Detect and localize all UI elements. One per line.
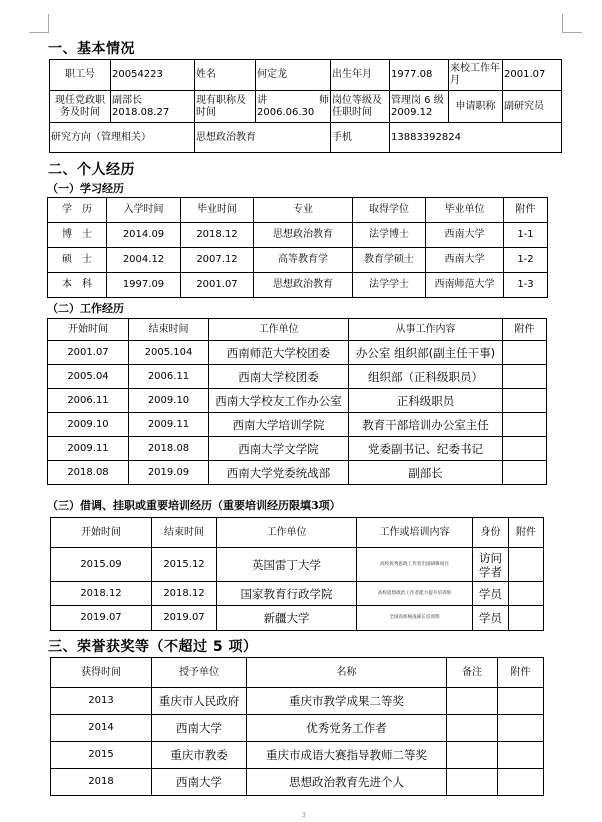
training-content: 全国高校统战部长培训班: [357, 606, 473, 631]
education-header: 毕业单位: [426, 198, 504, 223]
end-date: 2015.12: [152, 548, 217, 582]
rank-date: 2006.06.30: [257, 106, 315, 118]
employer: 西南大学校友工作办公室: [209, 389, 349, 413]
birth-value: 1977.08: [390, 60, 449, 91]
staff-id-value: 20054223: [111, 60, 195, 91]
award-issuer: 重庆市人民政府: [152, 688, 247, 715]
award-remark: [447, 769, 498, 796]
employer: 西南大学校团委: [209, 365, 349, 389]
attachment: [503, 413, 547, 437]
start-date: 2018.12: [51, 582, 152, 606]
current-post-value: [111, 91, 195, 123]
attachment: [509, 582, 544, 606]
training-header: 结束时间: [152, 518, 217, 548]
section-title-honors: 三、荣誉获奖等（不超过 5 项）: [48, 639, 258, 655]
honors-header: 备注: [447, 658, 498, 688]
honors-header: 授予单位: [152, 658, 247, 688]
award-name: 思想政治教育先进个人: [247, 769, 447, 796]
end-date: 2018.08: [129, 437, 209, 461]
work-header: 从事工作内容: [349, 319, 503, 341]
table-row: [48, 461, 547, 485]
basic-info-table: [49, 59, 562, 153]
job-content: 组织部（正科级职员）: [349, 365, 503, 389]
attachment: [509, 548, 544, 582]
end-date: 2019.09: [129, 461, 209, 485]
end-date: 2001.07: [181, 273, 254, 298]
attachment: [498, 769, 544, 796]
major: 思想政治教育: [254, 273, 353, 298]
research-label: 研究方向（管理相关）: [50, 123, 195, 153]
table-row: [51, 582, 544, 606]
award-issuer: 重庆市教委: [152, 742, 247, 769]
grade-value: [390, 91, 449, 123]
phone-value: 13883392824: [390, 123, 562, 153]
phone-label: 手机: [331, 123, 390, 153]
education-header: 学 历: [48, 198, 107, 223]
start-date: 2001.07: [48, 341, 129, 365]
grade-label: 岗位等级及任职时间: [331, 91, 390, 123]
name-label: 姓名: [195, 60, 256, 91]
job-content: 正科级职员: [349, 389, 503, 413]
join-date-label: 来校工作年月: [449, 60, 503, 91]
training-header: 附件: [509, 518, 544, 548]
education-header-row: [48, 198, 548, 223]
end-date: 2009.10: [129, 389, 209, 413]
award-name: 重庆市教学成果二等奖: [247, 688, 447, 715]
award-year: 2013: [51, 688, 152, 715]
school: 西南师范大学: [426, 273, 504, 298]
rank-value: [256, 91, 331, 123]
subsection-title-education: （一）学习经历: [47, 182, 124, 195]
page-number: 3: [302, 812, 306, 819]
work-header-row: [48, 319, 547, 341]
work-header: 开始时间: [48, 319, 129, 341]
grade-date: 2009.12: [391, 106, 433, 118]
honors-header: 名称: [247, 658, 447, 688]
major: 思想政治教育: [254, 223, 353, 248]
degree: 博 士: [48, 223, 107, 248]
identity: 学员: [473, 582, 509, 606]
education-header: 入学时间: [107, 198, 181, 223]
name-value: 何定龙: [256, 60, 331, 91]
end-date: 2009.11: [129, 413, 209, 437]
table-row: [48, 341, 547, 365]
start-date: 2015.09: [51, 548, 152, 582]
employer: 西南师范大学校团委: [209, 341, 349, 365]
attachment: 1-3: [504, 273, 548, 298]
employer: 西南大学文学院: [209, 437, 349, 461]
training-content: 高校优秀思政工作者出国研修项目: [357, 548, 473, 582]
honors-header: 附件: [498, 658, 544, 688]
rank-title-part1: 讲: [257, 94, 267, 106]
table-row: [51, 606, 544, 631]
training-header: 身份: [473, 518, 509, 548]
attachment: [503, 365, 547, 389]
job-content: 教育干部培训办公室主任: [349, 413, 503, 437]
staff-id-label: 职工号: [50, 60, 111, 91]
award-year: 2015: [51, 742, 152, 769]
award-remark: [447, 688, 498, 715]
end-date: 2007.12: [181, 248, 254, 273]
honors-table: [50, 657, 544, 796]
award-year: 2018: [51, 769, 152, 796]
degree: 硕 士: [48, 248, 107, 273]
table-row: [48, 365, 547, 389]
table-row: [48, 389, 547, 413]
start-date: 2006.11: [48, 389, 129, 413]
end-date: 2006.11: [129, 365, 209, 389]
work-header: 工作单位: [209, 319, 349, 341]
work-header: 附件: [503, 319, 547, 341]
rank-title-part2: 师: [319, 94, 329, 106]
start-date: 2005.04: [48, 365, 129, 389]
birth-label: 出生年月: [331, 60, 390, 91]
school: 西南大学: [426, 248, 504, 273]
table-row: [51, 769, 544, 796]
award-name: 优秀党务工作者: [247, 715, 447, 742]
start-date: 2009.11: [48, 437, 129, 461]
work-table: [47, 318, 547, 485]
award-remark: [447, 715, 498, 742]
start-date: 2014.09: [107, 223, 181, 248]
employer: 国家教育行政学院: [217, 582, 357, 606]
attachment: [503, 461, 547, 485]
school: 西南大学: [426, 223, 504, 248]
attachment: [503, 389, 547, 413]
education-header: 专业: [254, 198, 353, 223]
current-post-date: 2018.08.27: [112, 106, 170, 118]
rank-label: 现有职称及时间: [195, 91, 256, 123]
table-row: [48, 248, 548, 273]
attachment: [503, 341, 547, 365]
table-row: [51, 548, 544, 582]
end-date: 2018.12: [181, 223, 254, 248]
work-header: 结束时间: [129, 319, 209, 341]
grade-title: 管理岗 6 级: [391, 94, 444, 106]
attachment: 1-1: [504, 223, 548, 248]
training-header-row: [51, 518, 544, 548]
honors-header-row: [51, 658, 544, 688]
table-row: [51, 688, 544, 715]
employer: 西南大学党委统战部: [209, 461, 349, 485]
join-date-value: 2001.07: [503, 60, 562, 91]
award-issuer: 西南大学: [152, 715, 247, 742]
apply-title-value: 副研究员: [503, 91, 562, 123]
education-table: [47, 197, 548, 298]
education-header: 附件: [504, 198, 548, 223]
crop-mark-top-left: [29, 14, 49, 33]
attachment: [498, 742, 544, 769]
education-header: 取得学位: [353, 198, 426, 223]
subsection-title-training: （三）借调、挂职或重要培训经历（重要培训经历限填3项）: [47, 499, 341, 512]
award-issuer: 西南大学: [152, 769, 247, 796]
degree-obtained: 教育学硕士: [353, 248, 426, 273]
start-date: 2009.10: [48, 413, 129, 437]
start-date: 1997.09: [107, 273, 181, 298]
table-row: [48, 223, 548, 248]
employer: 西南大学培训学院: [209, 413, 349, 437]
table-row: [51, 742, 544, 769]
table-row: [51, 715, 544, 742]
training-content: 高校思想政治工作者能力提升培训班: [357, 582, 473, 606]
degree-obtained: 法学博士: [353, 223, 426, 248]
table-row: [48, 413, 547, 437]
attachment: [509, 606, 544, 631]
attachment: [498, 715, 544, 742]
attachment: [498, 688, 544, 715]
degree: 本 科: [48, 273, 107, 298]
apply-title-label: 申请职称: [449, 91, 503, 123]
major: 高等教育学: [254, 248, 353, 273]
attachment: [503, 437, 547, 461]
job-content: 副部长: [349, 461, 503, 485]
award-remark: [447, 742, 498, 769]
subsection-title-work: （二）工作经历: [47, 302, 124, 315]
end-date: 2005.104: [129, 341, 209, 365]
honors-header: 获得时间: [51, 658, 152, 688]
end-date: 2018.12: [152, 582, 217, 606]
award-year: 2014: [51, 715, 152, 742]
section-title-basic-info: 一、基本情况: [48, 41, 135, 57]
training-header: 工作或培训内容: [357, 518, 473, 548]
identity: 访问学者: [473, 548, 509, 582]
job-content: 办公室 组织部(副主任干事): [349, 341, 503, 365]
table-row: [48, 273, 548, 298]
degree-obtained: 法学学士: [353, 273, 426, 298]
award-name: 重庆市成语大赛指导教师二等奖: [247, 742, 447, 769]
education-header: 毕业时间: [181, 198, 254, 223]
start-date: 2018.08: [48, 461, 129, 485]
end-date: 2019.07: [152, 606, 217, 631]
start-date: 2004.12: [107, 248, 181, 273]
training-header: 工作单位: [217, 518, 357, 548]
employer: 英国雷丁大学: [217, 548, 357, 582]
training-header: 开始时间: [51, 518, 152, 548]
start-date: 2019.07: [51, 606, 152, 631]
current-post-title: 副部长: [112, 94, 142, 106]
section-title-experience: 二、个人经历: [48, 162, 135, 178]
table-row: [48, 437, 547, 461]
employer: 新疆大学: [217, 606, 357, 631]
current-post-label: 现任党政职务及时间: [50, 91, 111, 123]
crop-mark-top-right: [562, 14, 582, 33]
training-table: [50, 517, 544, 631]
attachment: 1-2: [504, 248, 548, 273]
identity: 学员: [473, 606, 509, 631]
job-content: 党委副书记、纪委书记: [349, 437, 503, 461]
research-value: 思想政治教育: [195, 123, 331, 153]
